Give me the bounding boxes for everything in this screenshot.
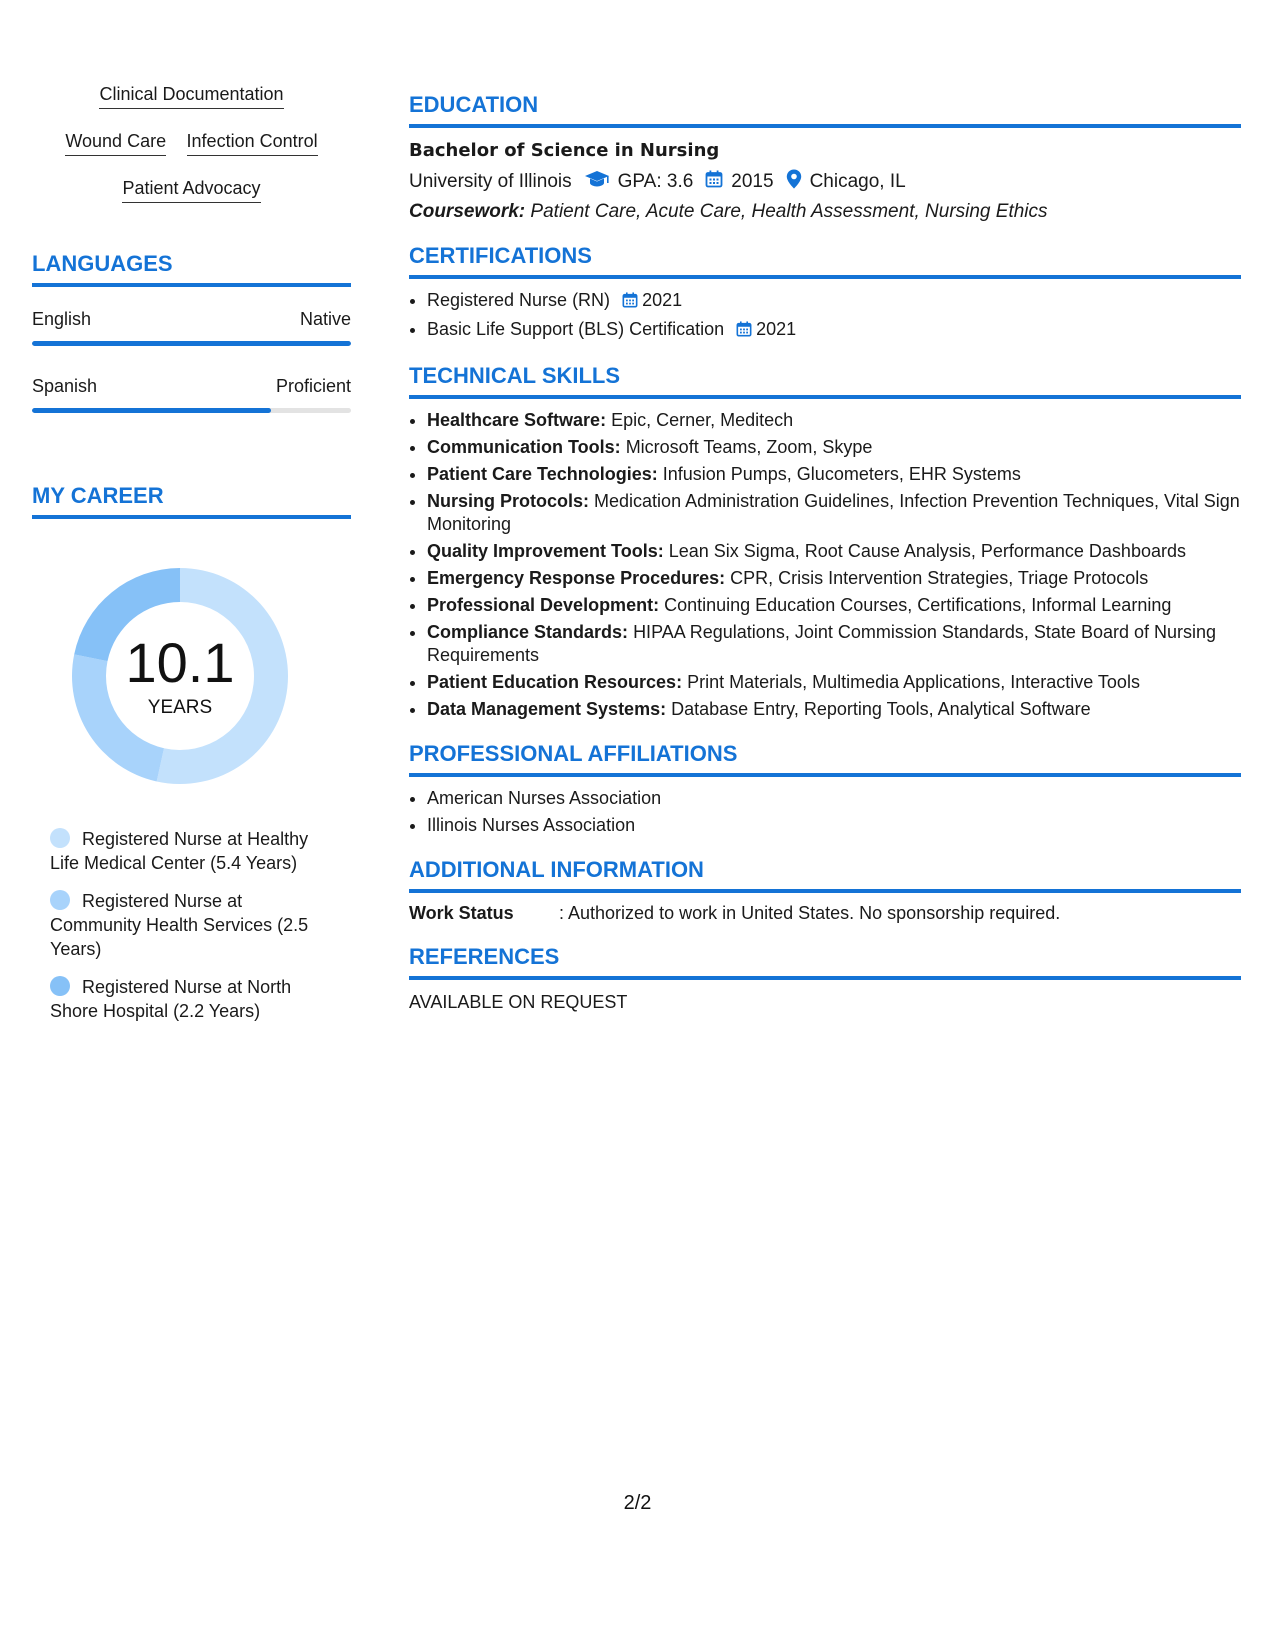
skill-label: Healthcare Software:: [427, 410, 607, 430]
skill-label: Communication Tools:: [427, 437, 621, 457]
technical-skills-list: [409, 409, 1241, 721]
coursework-text: Patient Care, Acute Care, Health Assessment, Nursing Ethics: [530, 201, 1048, 222]
skills-row: [32, 178, 351, 203]
skill-label: Patient Education Resources:: [427, 672, 683, 692]
legend-label: Registered Nurse at Healthy Life Medical Center (5.4 Years): [50, 829, 309, 873]
language-item: [32, 309, 351, 346]
calendar-icon: [622, 291, 638, 314]
skill-text: Infusion Pumps, Glucometers, EHR Systems: [662, 464, 1021, 484]
skill-text: Microsoft Teams, Zoom, Skype: [625, 437, 873, 457]
list-item: [427, 409, 1241, 432]
legend-item: [50, 975, 330, 1023]
list-item: [427, 540, 1241, 563]
skill-tag: Infection Control: [187, 131, 318, 156]
list-item: [427, 594, 1241, 617]
work-status-row: [409, 903, 1241, 924]
list-item: [427, 671, 1241, 694]
list-item: • Illinois Nurses Association: [427, 814, 1241, 837]
education-location: Chicago, IL: [809, 171, 906, 192]
language-name: Spanish: [32, 376, 98, 396]
skill-label: Nursing Protocols:: [427, 491, 590, 511]
list-item: [427, 621, 1241, 667]
school-name: University of Illinois: [409, 171, 572, 192]
skill-label: Data Management Systems:: [427, 699, 667, 719]
skill-tag: Patient Advocacy: [122, 178, 260, 203]
list-item: [427, 318, 1241, 343]
list-item: [427, 698, 1241, 721]
legend-dot-icon: [50, 976, 70, 996]
language-name: English: [32, 309, 92, 329]
legend-item: [50, 889, 330, 961]
career-total: 10.1: [125, 631, 235, 694]
skill-label: Compliance Standards:: [427, 622, 629, 642]
language-bar: [32, 408, 351, 413]
work-status-label: Work Status: [409, 903, 514, 923]
skill-tag: Clinical Documentation: [99, 84, 283, 109]
education-title: EDUCATION: [409, 92, 1241, 128]
list-item: [427, 463, 1241, 486]
degree: Bachelor of Science in Nursing: [409, 140, 720, 161]
career-unit: YEARS: [147, 697, 213, 718]
references-title: REFERENCES: [409, 944, 1241, 980]
career-title: MY CAREER: [32, 483, 351, 519]
certifications-list: [409, 289, 1241, 343]
skill-text: Medication Administration Guidelines, Infection Prevention Techniques, Vital Sign Monitoring: [427, 491, 1240, 534]
skill-text: Continuing Education Courses, Certifications, Informal Learning: [664, 595, 1172, 615]
language-bar: [32, 341, 351, 346]
graduation-year: 2015: [731, 171, 774, 192]
page-number: 2/2: [623, 1492, 652, 1514]
skill-label: Professional Development:: [427, 595, 660, 615]
skills-row: [32, 131, 351, 156]
references-section: [409, 944, 1241, 1013]
affiliations-list: [409, 787, 1241, 837]
skill-text: Lean Six Sigma, Root Cause Analysis, Performance Dashboards: [668, 541, 1186, 561]
skill-text: Epic, Cerner, Meditech: [611, 410, 794, 430]
legend-dot-icon: [50, 828, 70, 848]
list-item: [427, 289, 1241, 314]
affiliations-section: [409, 741, 1241, 837]
references-text: AVAILABLE ON REQUEST: [409, 992, 628, 1012]
legend-item: [50, 827, 330, 875]
list-item: [427, 436, 1241, 459]
skills-row: [32, 84, 351, 109]
skill-text: Database Entry, Reporting Tools, Analytical Software: [671, 699, 1091, 719]
additional-info-section: [409, 857, 1241, 924]
education-details: [409, 169, 1241, 195]
certification-year: 2021: [756, 319, 797, 339]
career-legend: [50, 827, 330, 1023]
language-bar-fill: [32, 408, 271, 413]
skill-text: CPR, Crisis Intervention Strategies, Triage Protocols: [730, 568, 1149, 588]
technical-skills-section: [409, 363, 1241, 721]
certification-name: Basic Life Support (BLS) Certification: [427, 319, 725, 339]
skill-label: Quality Improvement Tools:: [427, 541, 664, 561]
calendar-icon: [705, 170, 723, 194]
list-item: • American Nurses Association: [427, 787, 1241, 810]
left-column: [32, 84, 351, 1037]
technical-skills-title: TECHNICAL SKILLS: [409, 363, 1241, 399]
additional-info-title: ADDITIONAL INFORMATION: [409, 857, 1241, 893]
skill-label: Patient Care Technologies:: [427, 464, 658, 484]
language-item: [32, 376, 351, 413]
legend-label: Registered Nurse at North Shore Hospital (2.2 Years): [50, 977, 292, 1021]
coursework-label: Coursework:: [409, 201, 526, 222]
list-item: [427, 490, 1241, 536]
skill-text: Print Materials, Multimedia Applications, Interactive Tools: [687, 672, 1140, 692]
certification-year: 2021: [642, 290, 683, 310]
certification-name: Registered Nurse (RN): [427, 290, 611, 310]
language-level: Proficient: [275, 376, 351, 396]
list-item: [427, 567, 1241, 590]
education-section: [409, 92, 1241, 223]
right-column: [409, 92, 1241, 1013]
gpa: GPA: 3.6: [617, 171, 694, 192]
career-donut-chart: [67, 563, 293, 789]
graduation-cap-icon: [584, 170, 610, 194]
certifications-title: CERTIFICATIONS: [409, 243, 1241, 279]
skill-label: Emergency Response Procedures:: [427, 568, 726, 588]
language-level: Native: [299, 309, 351, 329]
languages-title: LANGUAGES: [32, 251, 351, 287]
coursework: [409, 201, 1241, 223]
work-status-value: : Authorized to work in United States. No sponsorship required.: [559, 903, 1061, 923]
skill-text: HIPAA Regulations, Joint Commission Standards, State Board of Nursing Requirements: [427, 622, 1217, 665]
skill-tag: Wound Care: [65, 131, 166, 156]
legend-label: Registered Nurse at Community Health Services (2.5 Years): [50, 891, 309, 959]
language-bar-fill: [32, 341, 351, 346]
certifications-section: [409, 243, 1241, 343]
legend-dot-icon: [50, 890, 70, 910]
affiliations-title: PROFESSIONAL AFFILIATIONS: [409, 741, 1241, 777]
calendar-icon: [736, 320, 752, 343]
location-pin-icon: [786, 169, 802, 195]
